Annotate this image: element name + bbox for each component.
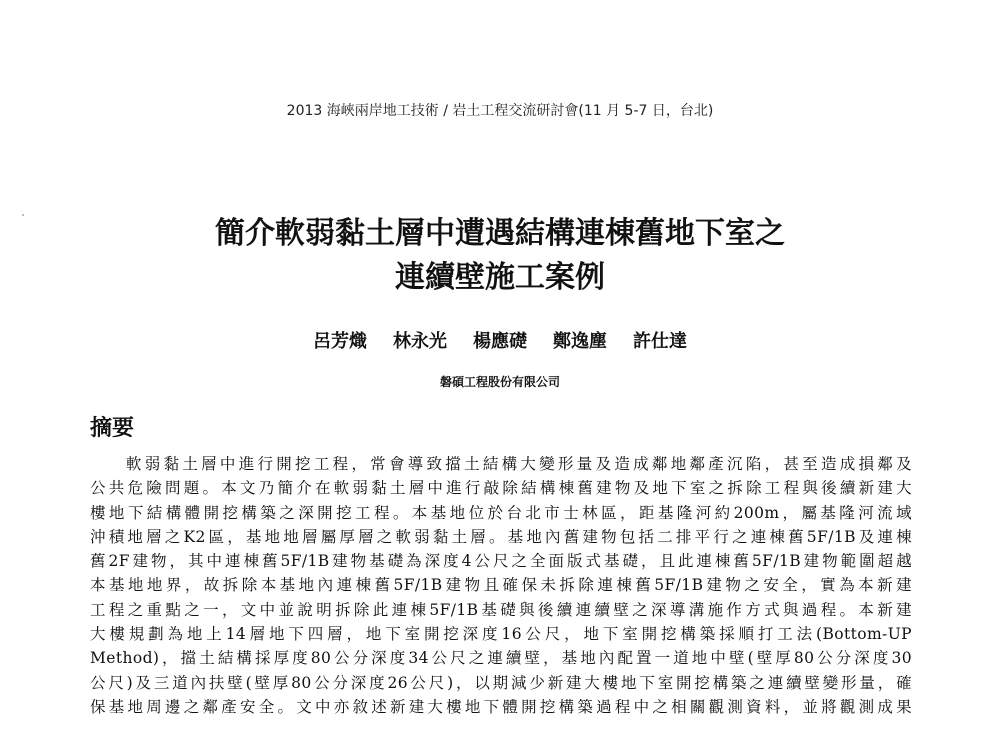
title-line-2: 連續壁施工案例 xyxy=(395,260,605,295)
abstract-line: Method)，擋土結構採厚度80公分深度34公尺之連續壁，基地內配置一道地中壁(壁厚80公分深度30 xyxy=(90,649,912,668)
abstract-line: 舊2F建物，其中連棟舊5F/1B建物基礎為深度4公尺之全面版式基礎，且此連棟舊5F/1B建物範圍超越 xyxy=(90,552,912,571)
abstract-line: 沖積地層之K2區，基地地層屬厚層之軟弱黏土層。基地內舊建物包括二排平行之連棟舊5F/1B及連棟 xyxy=(90,527,912,546)
abstract-line: 軟弱黏土層中進行開挖工程，常會導致擋土結構大變形量及造成鄰地鄰產沉陷，甚至造成損鄰及 xyxy=(126,455,912,473)
author-name: 林永光 xyxy=(393,331,447,352)
abstract-line: 公尺)及三道內扶壁(壁厚80公分深度26公尺)，以期減少新建大樓地下室開挖構築之連續壁變形量，確 xyxy=(90,673,912,692)
abstract-line: 保基地周邊之鄰產安全。文中亦敘述新建大樓地下體開挖構築過程中之相關觀測資料，並將觀測成果 xyxy=(90,697,912,716)
abstract-line: 本基地地界，故拆除本基地內連棟舊5F/1B建物且確保未拆除連棟舊5F/1B建物之安全，實為本新建 xyxy=(90,576,912,595)
author-name: 呂芳熾 xyxy=(313,331,367,352)
author-name: 楊應礎 xyxy=(473,331,527,352)
abstract-heading: 摘要 xyxy=(90,416,135,441)
abstract-body xyxy=(90,452,912,719)
abstract-line: 樓地下結構體開挖構築之深開挖工程。本基地位於台北市士林區，距基隆河約200m，屬基隆河流域 xyxy=(90,503,912,522)
author-name: 鄭逸塵 xyxy=(553,331,607,352)
title-line-1: 簡介軟弱黏土層中遭遇結構連棟舊地下室之 xyxy=(215,216,785,251)
author-list xyxy=(0,327,1000,353)
abstract-line: 大樓規劃為地上14層地下四層，地下室開挖深度16公尺，地下室開挖構築採順打工法(Bottom-UP xyxy=(90,625,912,644)
abstract-line: 公共危險問題。本文乃簡介在軟弱黏土層中進行敲除結構棟舊建物及地下室之拆除工程與後續新建大 xyxy=(90,479,912,498)
paper-title xyxy=(0,212,1000,300)
abstract-line: 工程之重點之一，文中並說明拆除此連棟5F/1B基礎與後續連續壁之深導溝施作方式與過程。本新建 xyxy=(90,600,912,619)
conference-header: 2013 海峽兩岸地工技術 / 岩土工程交流研討會(11 月 5-7 日，台北) xyxy=(286,103,714,119)
author-name: 許仕達 xyxy=(633,331,687,352)
affiliation: 磐碩工程股份有限公司 xyxy=(439,375,560,389)
